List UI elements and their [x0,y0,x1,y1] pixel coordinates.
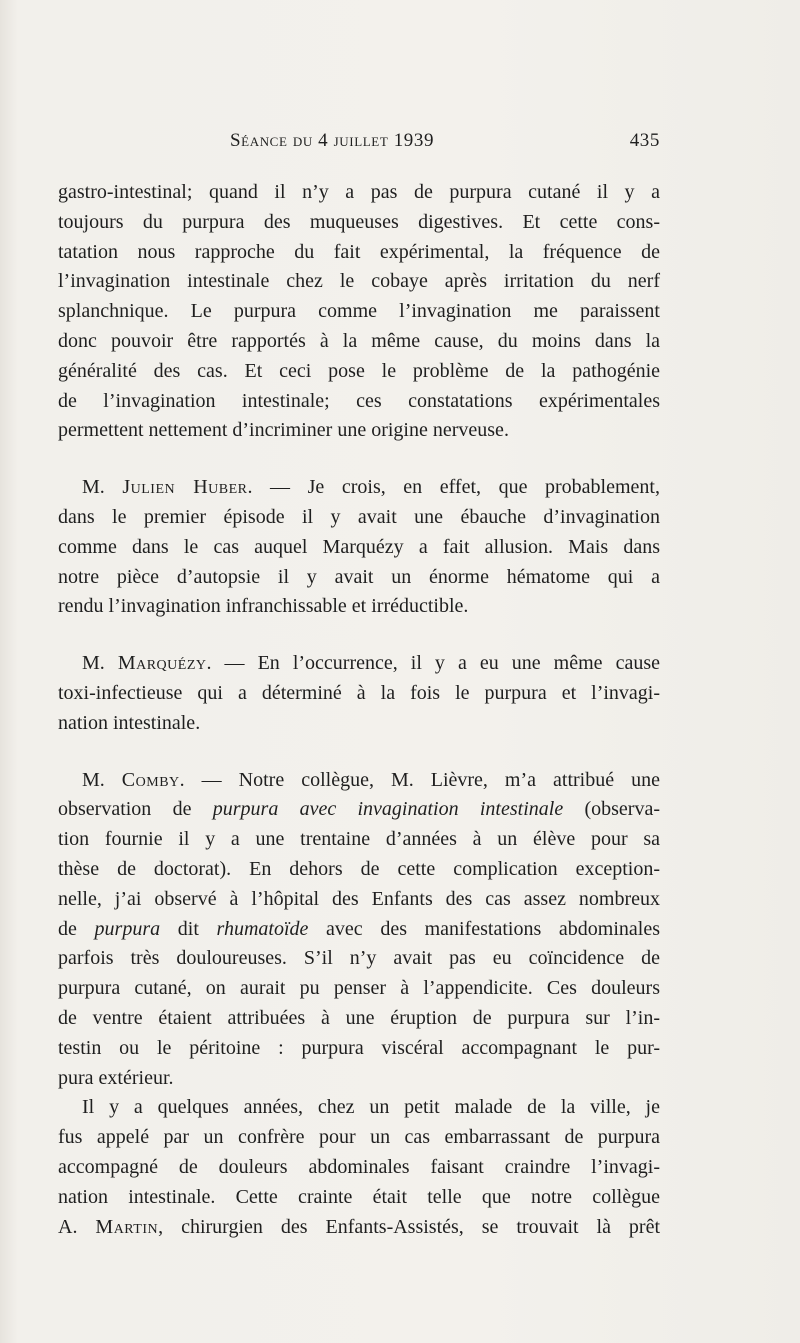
text-line: pura extérieur. [58,1066,174,1089]
text-line: thèse de doctorat). En dehors de cette complication exception- [58,857,660,880]
text-segment: A. [58,1215,96,1238]
text-line: de l’invagination intestinale; ces constatations expérimentales [58,389,660,412]
speaker-name: Comby [121,768,180,791]
speaker-prefix: M. [82,476,123,499]
text-line: accompagné de douleurs abdominales faisant craindre l’invagi- [58,1155,660,1178]
text-line: nelle, j’ai observé à l’hôpital des Enfants des cas assez nombreux [58,887,660,910]
text-line: Il y a quelques années, chez un petit malade de la ville, je [82,1096,660,1119]
italic-term: purpura [94,917,161,940]
text-line: fus appelé par un confrère pour un cas embarrassant de purpura [58,1126,660,1149]
text-segment: , chirurgien des Enfants-Assistés, se trouvait là prêt [158,1215,660,1238]
paragraph-comby [58,766,660,1094]
speaker-prefix: M. [82,768,122,791]
speaker-name: Marquézy [117,652,207,675]
paragraph-huber [58,473,660,622]
text-line: tatation nous rapproche du fait expérimental, la fréquence de [58,240,660,263]
text-line [58,1213,660,1243]
text-segment: observation de [58,798,213,821]
speaker-text: . — Je crois, en effet, que probablement, [247,476,660,499]
text-segment: dit [160,917,217,940]
text-line: permettent nettement d’incriminer une origine nerveuse. [58,419,509,442]
text-line: tion fournie il y a une trentaine d’années à un élève pour sa [58,828,660,851]
text-line: toxi-infectieuse qui a déterminé à la fois le purpura et l’invagi- [58,681,660,704]
text-line: parfois très douloureuses. S’il n’y avait pas eu coïncidence de [58,947,660,970]
text-line: purpura cutané, on aurait pu penser à l’appendicite. Ces douleurs [58,977,660,1000]
running-head: Séance du 4 juillet 1939 [230,130,435,151]
italic-term: rhumatoïde [216,917,309,940]
person-name: Martin [95,1215,159,1238]
text-line: nation intestinale. Cette crainte était telle que notre collègue [58,1185,660,1208]
text-line: testin ou le péritoine : purpura viscéral accompagnant le pur- [58,1036,660,1059]
italic-title: purpura avec invagination intestinale [212,798,564,821]
speaker-line [58,649,660,679]
text-line: l’invagination intestinale chez le cobaye après irritation du nerf [58,270,660,293]
body-text [58,178,660,1242]
text-line [58,915,660,945]
text-line: nation intestinale. [58,711,201,734]
text-line: notre pièce d’autopsie il y avait un énorme hématome qui a [58,565,660,588]
text-segment: avec des manifestations abdominales [308,917,660,940]
paragraph-marquezy [58,649,660,738]
text-line: comme dans le cas auquel Marquézy a fait allusion. Mais dans [58,535,660,558]
speaker-prefix: M. [82,652,118,675]
paragraph-5 [58,1093,660,1242]
text-segment: (observa- [563,798,660,821]
text-line: rendu l’invagination infranchissable et irréductible. [58,595,469,618]
speaker-line [58,473,660,503]
text-line: dans le premier épisode il y avait une ébauche d’invagination [58,505,660,528]
text-line: toujours du purpura des muqueuses digestives. Et cette cons- [58,210,660,233]
text-line: généralité des cas. Et ceci pose le problème de la pathogénie [58,359,660,382]
speaker-name: Julien Huber [122,476,248,499]
speaker-text: . — Notre collègue, M. Lièvre, m’a attribué une [179,768,660,791]
speaker-line [58,766,660,796]
paragraph-1 [58,178,660,446]
text-line: donc pouvoir être rapportés à la même cause, du moins dans la [58,329,660,352]
page-number: 435 [629,130,660,151]
text-line [58,795,660,825]
text-segment: de [58,917,95,940]
page-header [58,130,660,160]
speaker-text: . — En l’occurrence, il y a eu une même cause [206,652,660,675]
text-line: splanchnique. Le purpura comme l’invagination me paraissent [58,300,660,323]
text-line: gastro-intestinal; quand il n’y a pas de purpura cutané il y a [58,181,660,203]
text-line: de ventre étaient attribuées à une éruption de purpura sur l’in- [58,1006,660,1029]
